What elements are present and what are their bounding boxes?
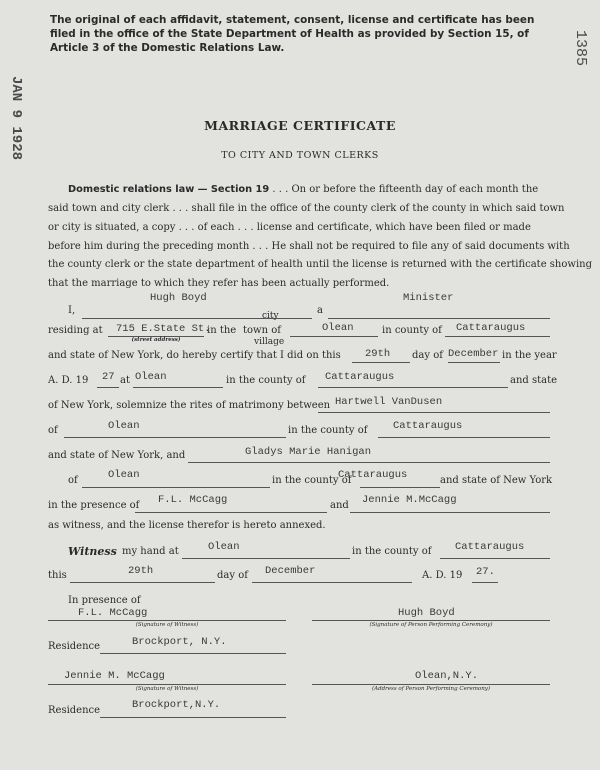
label-as-witness: as witness, and the license therefor is hereto annexed. bbox=[48, 520, 326, 531]
residence-2[interactable]: Brockport,N.Y. bbox=[132, 699, 221, 711]
header-notice: The original of each affidavit, statement, consent, license and certificate has been filed in the office of the State Department of Health as provided by Section 15, of Article 3 of the Domestic Relations Law. bbox=[50, 14, 535, 54]
year[interactable]: 27 bbox=[102, 371, 115, 383]
label-ad-19: A. D. 19 bbox=[48, 375, 89, 386]
caption-signature-witness-1: (Signature of Witness) bbox=[135, 622, 199, 628]
label-a: a bbox=[317, 305, 323, 316]
label-in-the-year: in the year bbox=[502, 350, 557, 361]
label-city: city bbox=[262, 311, 279, 321]
label-and-state: and state bbox=[510, 375, 558, 386]
witness-2[interactable]: Jennie M.McCagg bbox=[362, 494, 457, 506]
hand-county[interactable]: Cattaraugus bbox=[455, 541, 525, 553]
page-title: MARRIAGE CERTIFICATE bbox=[204, 118, 396, 133]
label-of-1: of bbox=[48, 425, 58, 436]
hand-day[interactable]: 29th bbox=[128, 565, 154, 577]
label-in-the-county-of-4: in the county of bbox=[352, 546, 432, 557]
officiant-title[interactable]: Minister bbox=[403, 292, 454, 304]
signature-witness-1[interactable]: F.L. McCagg bbox=[78, 607, 148, 619]
page-subtitle: TO CITY AND TOWN CLERKS bbox=[221, 150, 379, 161]
label-day-of-2: day of bbox=[217, 570, 248, 581]
label-residing-at: residing at bbox=[48, 325, 103, 336]
county[interactable]: Cattaraugus bbox=[456, 322, 526, 334]
law-line-3: or city is situated, a copy . . . of each . . . license and certificate, which have been filed or made bbox=[48, 222, 531, 233]
label-this: this bbox=[48, 570, 67, 581]
label-in-the-county-of: in the county of bbox=[226, 375, 306, 386]
file-number: 1385 bbox=[572, 30, 589, 67]
label-town-of: town of bbox=[243, 325, 281, 336]
label-and-state-ny-and: and state of New York, and bbox=[48, 450, 186, 461]
hand-year[interactable]: 27. bbox=[476, 566, 495, 578]
label-village: village bbox=[254, 337, 285, 347]
label-state-certify: and state of New York, do hereby certify that I did on this bbox=[48, 350, 341, 361]
label-witness: Witness bbox=[68, 545, 117, 558]
signature-witness-2[interactable]: Jennie M. McCagg bbox=[64, 670, 165, 682]
county-2[interactable]: Cattaraugus bbox=[325, 371, 395, 383]
caption-address-performer: (Address of Person Performing Ceremony) bbox=[371, 686, 491, 692]
hand-at[interactable]: Olean bbox=[208, 541, 240, 553]
label-i: I, bbox=[68, 305, 76, 316]
law-line-6: that the marriage to which they refer has been actually performed. bbox=[48, 278, 390, 289]
date-stamp: JAN 9 1928 bbox=[8, 76, 24, 161]
label-in-the-county-of-2: in the county of bbox=[288, 425, 368, 436]
place[interactable]: Olean bbox=[135, 371, 167, 383]
label-of-2: of bbox=[68, 475, 78, 486]
bride-county[interactable]: Cattaraugus bbox=[338, 469, 408, 481]
caption-signature-witness-2: (Signature of Witness) bbox=[135, 686, 199, 692]
bride-of[interactable]: Olean bbox=[108, 469, 140, 481]
officiant-address[interactable]: Olean,N.Y. bbox=[415, 670, 479, 682]
label-ad-19-b: A. D. 19 bbox=[422, 570, 463, 581]
label-solemnize: of New York, solemnize the rites of matrimony between bbox=[48, 400, 331, 411]
label-and-state-ny: and state of New York bbox=[440, 475, 553, 486]
day[interactable]: 29th bbox=[365, 348, 391, 360]
residence-1[interactable]: Brockport, N.Y. bbox=[132, 636, 227, 648]
groom-name[interactable]: Hartwell VanDusen bbox=[335, 396, 443, 408]
law-line-2: said town and city clerk . . . shall file in the office of the county clerk of the county in which said town bbox=[48, 203, 565, 214]
bride-name[interactable]: Gladys Marie Hanigan bbox=[245, 446, 372, 458]
town[interactable]: Olean bbox=[322, 322, 354, 334]
label-in-presence: In presence of bbox=[68, 595, 141, 606]
label-my-hand-at: my hand at bbox=[122, 546, 179, 557]
label-in-the-county-of-3: in the county of bbox=[272, 475, 352, 486]
caption-signature-performer: (Signature of Person Performing Ceremony) bbox=[369, 622, 493, 628]
label-at: at bbox=[120, 375, 130, 386]
label-and: and bbox=[330, 500, 349, 511]
officiant-name[interactable]: Hugh Boyd bbox=[150, 292, 207, 304]
street-address[interactable]: 715 E.State St. bbox=[116, 323, 211, 335]
label-day-of: day of bbox=[412, 350, 443, 361]
law-text-1: . . . On or before the fifteenth day of each month the bbox=[272, 184, 539, 195]
label-in-the: in the bbox=[207, 325, 237, 336]
hand-month[interactable]: December bbox=[265, 565, 316, 577]
witness-1[interactable]: F.L. McCagg bbox=[158, 494, 228, 506]
label-in-presence-of: in the presence of bbox=[48, 500, 140, 511]
label-residence-2: Residence bbox=[48, 705, 101, 716]
groom-of[interactable]: Olean bbox=[108, 420, 140, 432]
month[interactable]: December bbox=[448, 348, 499, 360]
signature-officiant[interactable]: Hugh Boyd bbox=[398, 607, 455, 619]
law-heading: Domestic relations law — Section 19 bbox=[68, 184, 270, 195]
law-line-1 bbox=[68, 184, 538, 195]
caption-street-address: (street address) bbox=[131, 337, 181, 343]
law-line-5: the county clerk or the state department of health until the license is returned with the certificate showing bbox=[48, 259, 592, 270]
label-residence-1: Residence bbox=[48, 641, 101, 652]
groom-county[interactable]: Cattaraugus bbox=[393, 420, 463, 432]
law-line-4: before him during the preceding month . . . He shall not be required to file any of said documents with bbox=[48, 241, 570, 252]
label-in-county-of: in county of bbox=[382, 325, 442, 336]
